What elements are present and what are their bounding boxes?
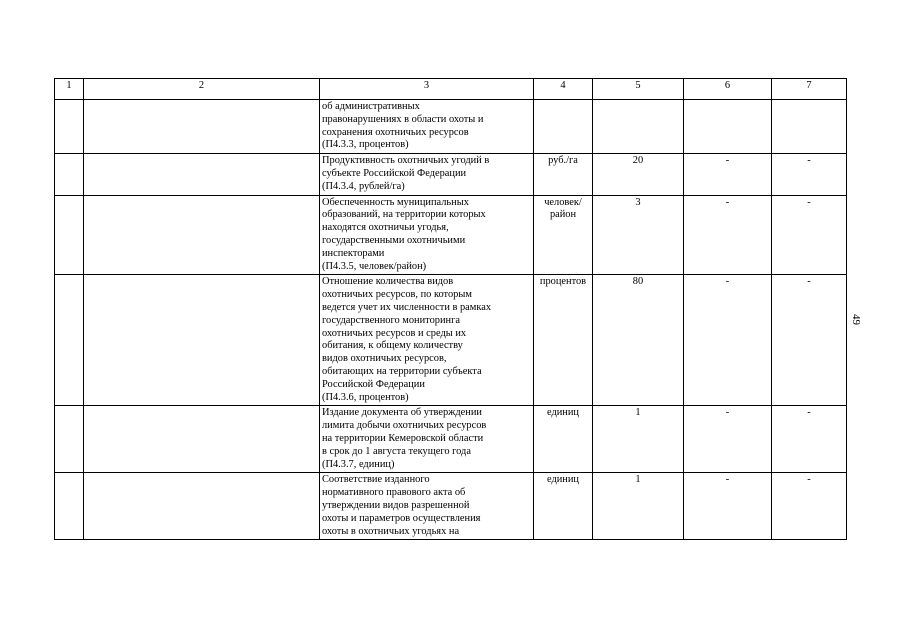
column-header: 7 <box>772 79 847 100</box>
column-header: 4 <box>534 79 593 100</box>
description-line: Продуктивность охотничьих угодий в <box>322 155 490 167</box>
description-line: субъекте Российской Федерации <box>322 167 467 179</box>
header-row <box>55 79 847 100</box>
description-line: видов охотничьих ресурсов, <box>322 353 447 365</box>
indicator-description <box>320 100 534 154</box>
column7-cell: - <box>772 473 847 540</box>
description-line: ведется учет их численности в рамках <box>322 301 492 313</box>
value-cell: 20 <box>593 154 684 195</box>
indicator-group-cell <box>84 406 320 473</box>
table-row <box>55 275 847 406</box>
column6-cell: - <box>684 154 772 195</box>
table-row <box>55 154 847 195</box>
description-line: (П4.3.6, процентов) <box>322 391 409 403</box>
column6-cell: - <box>684 195 772 275</box>
description-line: Соответствие изданного <box>322 474 430 486</box>
table-row <box>55 195 847 275</box>
unit-cell <box>534 100 593 154</box>
page-number: 49 <box>850 314 862 325</box>
column6-cell: - <box>684 275 772 406</box>
description-line: (П4.3.7, единиц) <box>322 458 395 470</box>
column6-cell: - <box>684 473 772 540</box>
indicator-group-cell <box>84 473 320 540</box>
value-cell <box>593 100 684 154</box>
description-line: (П4.3.4, рублей/га) <box>322 180 405 192</box>
description-line: находятся охотничьи угодья, <box>322 222 449 234</box>
indicator-group-cell <box>84 154 320 195</box>
description-line: обитания, к общему количеству <box>322 340 463 352</box>
description-line: (П4.3.3, процентов) <box>322 139 409 151</box>
indicator-group-cell <box>84 100 320 154</box>
description-line: охотничьих ресурсов, по которым <box>322 289 472 301</box>
column7-cell: - <box>772 195 847 275</box>
column-header: 1 <box>55 79 84 100</box>
column7-cell <box>772 100 847 154</box>
column-header: 3 <box>320 79 534 100</box>
column6-cell <box>684 100 772 154</box>
row-number-cell <box>55 154 84 195</box>
description-line: образований, на территории которых <box>322 209 486 221</box>
indicator-table <box>54 78 847 540</box>
description-line: утверждении видов разрешенной <box>322 499 470 511</box>
description-line: государственными охотничьими <box>322 234 466 246</box>
value-cell: 3 <box>593 195 684 275</box>
description-line: правонарушениях в области охоты и <box>322 113 484 125</box>
column-header: 6 <box>684 79 772 100</box>
row-number-cell <box>55 406 84 473</box>
column-header: 2 <box>84 79 320 100</box>
description-line: (П4.3.5, человек/район) <box>322 260 427 272</box>
description-line: на территории Кемеровской области <box>322 432 484 444</box>
description-line: инспекторами <box>322 247 385 259</box>
description-line: в срок до 1 августа текущего года <box>322 445 471 457</box>
unit-cell: процентов <box>534 275 593 406</box>
indicator-description <box>320 406 534 473</box>
description-line: Издание документа об утверждении <box>322 407 482 419</box>
description-line: нормативного правового акта об <box>322 487 466 499</box>
indicator-group-cell <box>84 195 320 275</box>
column-header: 5 <box>593 79 684 100</box>
column7-cell: - <box>772 154 847 195</box>
column6-cell: - <box>684 406 772 473</box>
indicator-description <box>320 275 534 406</box>
description-line: Российской Федерации <box>322 378 425 390</box>
indicator-description <box>320 154 534 195</box>
unit-cell: единиц <box>534 473 593 540</box>
description-line: об административных <box>322 101 420 112</box>
unit-cell: единиц <box>534 406 593 473</box>
description-line: охотничьих ресурсов и среды их <box>322 327 467 339</box>
value-cell: 1 <box>593 406 684 473</box>
description-line: охоты в охотничьих угодьях на <box>322 525 460 537</box>
description-line: Обеспеченность муниципальных <box>322 196 469 208</box>
description-line: охоты и параметров осуществления <box>322 512 481 524</box>
row-number-cell <box>55 473 84 540</box>
row-number-cell <box>55 100 84 154</box>
row-number-cell <box>55 275 84 406</box>
row-number-cell <box>55 195 84 275</box>
description-line: лимита добычи охотничьих ресурсов <box>322 420 487 432</box>
indicator-group-cell <box>84 275 320 406</box>
column7-cell: - <box>772 275 847 406</box>
description-line: обитающих на территории субъекта <box>322 365 482 377</box>
value-cell: 1 <box>593 473 684 540</box>
description-line: Отношение количества видов <box>322 276 454 288</box>
value-cell: 80 <box>593 275 684 406</box>
unit-cell: человек/ район <box>534 195 593 275</box>
indicator-description <box>320 195 534 275</box>
column7-cell: - <box>772 406 847 473</box>
indicator-description <box>320 473 534 540</box>
table-row <box>55 100 847 154</box>
description-line: сохранения охотничьих ресурсов <box>322 126 469 138</box>
description-line: государственного мониторинга <box>322 314 460 326</box>
unit-cell: руб./га <box>534 154 593 195</box>
table-row <box>55 406 847 473</box>
table-row <box>55 473 847 540</box>
